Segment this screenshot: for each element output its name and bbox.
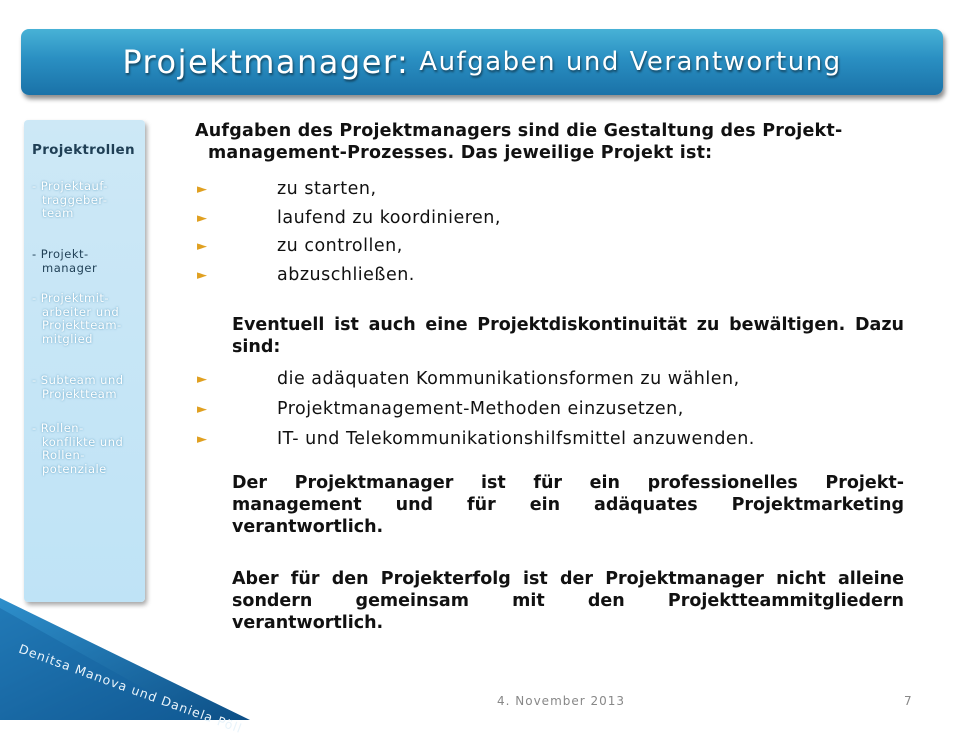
bullet-text: IT- und Telekommunikationshilfsmittel anzuwenden.: [277, 429, 755, 449]
bullet-text: die adäquaten Kommunikationsformen zu wählen,: [277, 369, 740, 389]
sidebar-item-line: Projektteam: [42, 386, 118, 401]
sidebar: [24, 120, 145, 602]
bullet-text: abzuschließen.: [277, 265, 415, 285]
intro-text: [195, 120, 915, 164]
sidebar-item-line: Rollen-: [42, 448, 85, 462]
paragraph-diskontinuitaet: Eventuell ist auch eine Projektdiskontinuität zu bewältigen. Dazu sind:: [232, 315, 904, 357]
slide-title: [21, 29, 943, 95]
bullet-arrow-icon: ►: [197, 402, 208, 417]
bullet-text: zu starten,: [277, 179, 377, 199]
bullet-arrow-icon: ►: [197, 372, 208, 387]
sidebar-item-rollenkonflikte[interactable]: [32, 422, 142, 476]
sidebar-item-line: arbeiter und: [42, 304, 120, 319]
title-main: Projektmanager:: [122, 43, 410, 81]
bullet-arrow-icon: ►: [197, 239, 208, 254]
paragraph-verantwortung: Der Projektmanager ist für ein professionelles Projekt-management und für ein adäquates Projektmarketing verantwortlich.: [232, 473, 904, 537]
sidebar-item-projektauftraggeberteam[interactable]: [32, 180, 142, 221]
sidebar-item-line: team: [42, 206, 74, 220]
sidebar-item-line: manager: [42, 260, 98, 275]
author-credit: Denitsa Manova und Daniela Pöll: [16, 641, 245, 736]
page-number: 7: [904, 694, 912, 708]
sidebar-item-line: - Subteam und: [32, 373, 124, 387]
intro-line: Aufgaben des Projektmanagers sind die Gestaltung des Projekt-: [195, 121, 843, 141]
sidebar-item-line: - Projektauf-: [32, 179, 108, 193]
sidebar-item-line: - Projektmit-: [32, 291, 110, 305]
sidebar-item-line: mitglied: [42, 331, 93, 346]
bullet-text: Projektmanagement-Methoden einzusetzen,: [277, 399, 684, 419]
sidebar-item-line: Projektteam-: [42, 318, 122, 332]
paragraph-projekterfolg: Aber für den Projekterfolg ist der Projektmanager nicht alleine sondern gemeinsam mit den Projektteammitgliedern verantwortlich.: [232, 569, 904, 633]
footer-date: 4. November 2013: [497, 694, 626, 708]
bullet-arrow-icon: ►: [197, 211, 208, 226]
sidebar-item-line: konflikte und: [42, 434, 124, 449]
bullet-text: laufend zu koordinieren,: [277, 208, 501, 228]
title-sub: Aufgaben und Verantwortung: [419, 47, 842, 77]
sidebar-item-line: traggeber-: [42, 192, 108, 207]
sidebar-item-projektmitarbeiter[interactable]: [32, 292, 142, 346]
sidebar-item-line: - Rollen-: [32, 421, 84, 435]
sidebar-item-subteam[interactable]: [32, 374, 142, 401]
bullet-arrow-icon: ►: [197, 182, 208, 197]
bullet-arrow-icon: ►: [197, 268, 208, 283]
sidebar-item-line: potenziale: [42, 461, 107, 476]
sidebar-heading: Projektrollen: [32, 142, 135, 158]
sidebar-item-projektmanager[interactable]: [32, 248, 142, 275]
bullet-arrow-icon: ►: [197, 432, 208, 447]
bullet-text: zu controllen,: [277, 236, 403, 256]
sidebar-item-line: - Projekt-: [32, 247, 89, 261]
intro-line: management-Prozesses. Das jeweilige Projekt ist:: [208, 143, 713, 163]
